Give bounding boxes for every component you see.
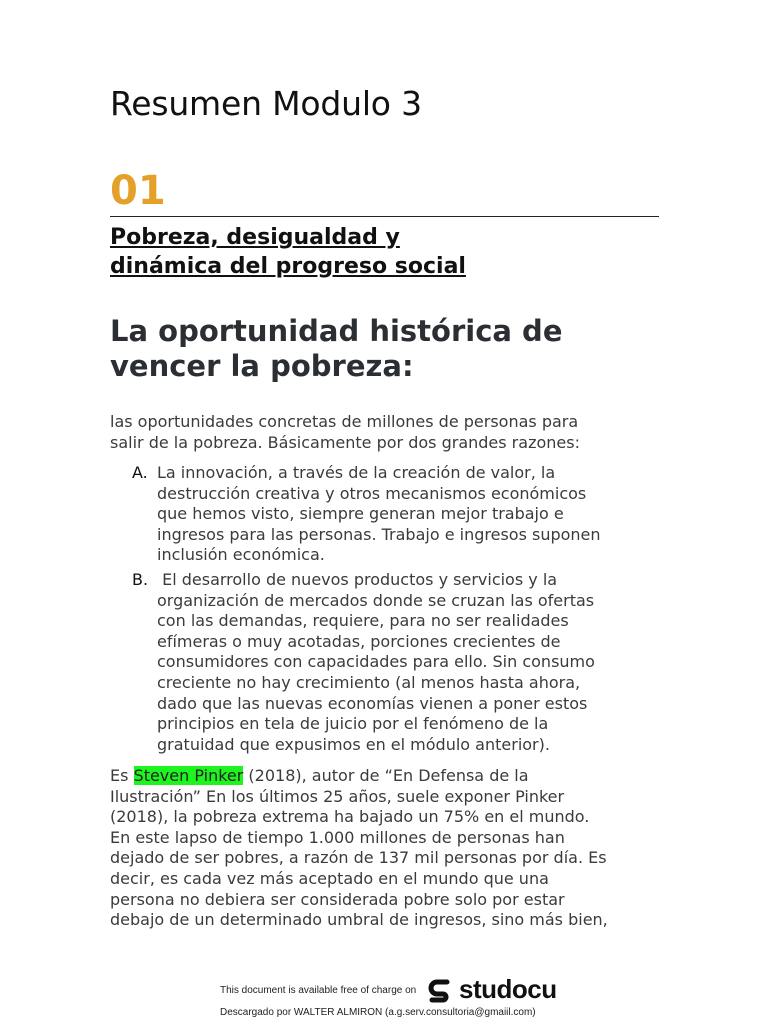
availability-notice: This document is available free of charge on (220, 985, 417, 996)
section-subtitle-line: dinámica del progreso social (110, 254, 466, 279)
list-line: efímeras o muy acotadas, porciones crecientes de (157, 631, 561, 651)
list-line: gratuidad que expusimos en el módulo anterior). (157, 734, 550, 754)
studocu-footer (0, 960, 768, 1024)
paragraph-line: salir de la pobreza. Básicamente por dos grandes razones: (110, 432, 580, 452)
list-item-text (157, 570, 595, 755)
paragraph-line: persona no debiera ser considerada pobre solo por estar (110, 889, 565, 909)
list-item-text (157, 463, 601, 566)
highlighted-author-name: Steven Pinker (133, 766, 244, 785)
list-line: La innovación, a través de la creación de valor, la (157, 463, 556, 482)
paragraph-line: debajo de un determinado umbral de ingresos, sino más bien, (110, 910, 608, 930)
list-marker: B. (132, 570, 149, 589)
list-line: organización de mercados donde se cruzan las ofertas (157, 590, 595, 610)
text-run: (2018), autor de “En Defensa de la (243, 766, 529, 785)
section-subtitle-line: Pobreza, desigualdad y (110, 225, 400, 250)
paragraph-line (110, 766, 608, 787)
intro-paragraph (110, 412, 580, 453)
list-line: inclusión económica. (157, 545, 325, 565)
list-line: creciente no hay crecimiento (al menos hasta ahora, (157, 672, 581, 692)
paragraph-line: (2018), la pobreza extrema ha bajado un 75% en el mundo. (110, 807, 590, 827)
section-number: 01 (110, 168, 166, 214)
section-subtitle (110, 223, 670, 281)
main-heading-line: vencer la pobreza: (110, 349, 414, 383)
paragraph-line: Ilustración” En los últimos 25 años, suele exponer Pinker (110, 786, 565, 806)
document-title: Resumen Modulo 3 (110, 84, 422, 123)
studocu-logo-text[interactable]: studocu (459, 974, 557, 1004)
list-line: El desarrollo de nuevos productos y servicios y la (157, 570, 558, 589)
studocu-logo-icon[interactable] (426, 977, 454, 1005)
list-line: que hemos visto, siempre generan mejor trabajo e (157, 504, 564, 524)
list-line: consumidores con capacidades para ello. Sin consumo (157, 652, 595, 672)
list-line: destrucción creativa y otros mecanismos económicos (157, 483, 587, 503)
list-line: ingresos para las personas. Trabajo e ingresos suponen (157, 524, 601, 544)
list-line: dado que las nuevas economías vienen a poner estos (157, 693, 588, 713)
paragraph-line: En este lapso de tiempo 1.000 millones de personas han (110, 827, 565, 847)
paragraph-line: decir, es cada vez más aceptado en el mundo que una (110, 868, 549, 888)
download-notice: Descargado por WALTER ALMIRON (a.g.serv.consultoria@gmaiil.com) (220, 1007, 536, 1018)
section-divider (110, 216, 659, 217)
main-heading-line: La oportunidad histórica de (110, 314, 563, 348)
list-marker: A. (132, 463, 148, 482)
closing-paragraph (110, 766, 608, 931)
main-heading (110, 314, 670, 384)
paragraph-line: dejado de ser pobres, a razón de 137 mil personas por día. Es (110, 848, 607, 868)
text-run: Es (110, 766, 134, 785)
list-line: principios en tela de juicio por el fenómeno de la (157, 714, 549, 734)
list-line: con las demandas, requiere, para no ser realidades (157, 611, 569, 631)
paragraph-line: las oportunidades concretas de millones de personas para (110, 412, 579, 431)
